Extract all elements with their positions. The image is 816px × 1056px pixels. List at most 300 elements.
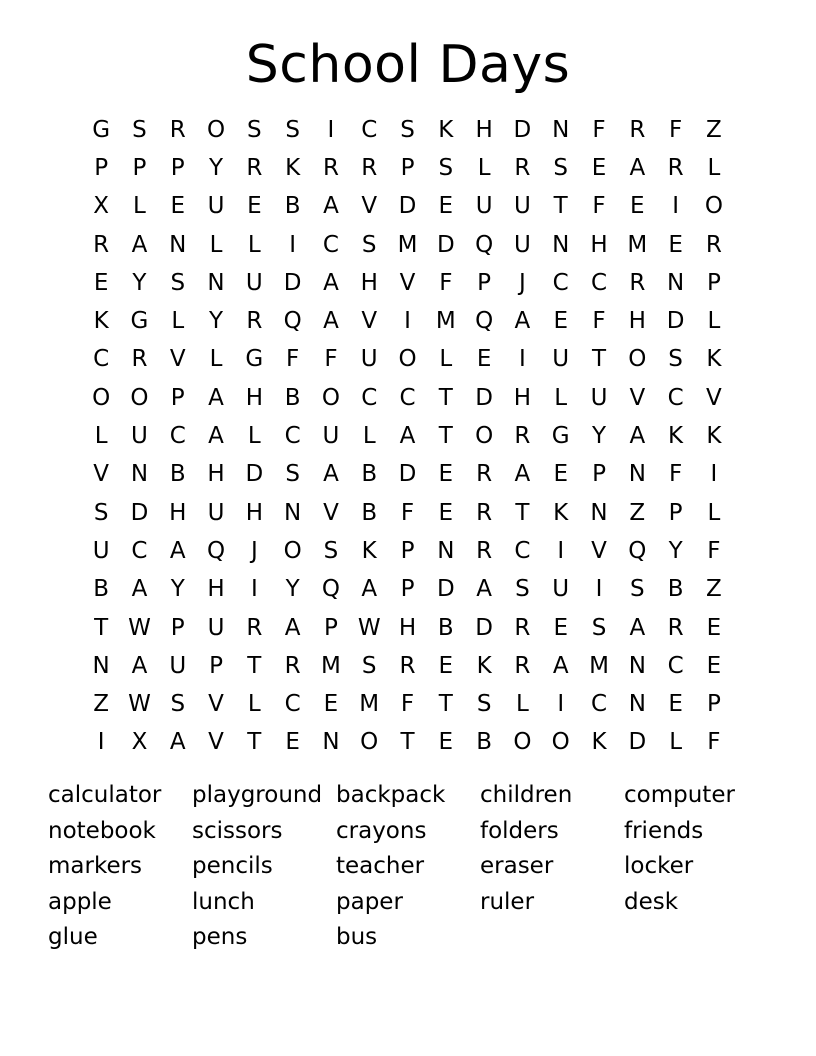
word-list-item: pens xyxy=(192,924,248,950)
grid-cell[interactable]: Q xyxy=(475,231,494,258)
grid-cell[interactable]: M xyxy=(589,652,609,679)
grid-cell[interactable]: O xyxy=(551,729,570,756)
grid-cell[interactable]: S xyxy=(361,231,377,258)
grid-cell[interactable]: E xyxy=(706,652,722,679)
grid-cell[interactable]: K xyxy=(361,537,377,564)
grid-cell[interactable]: U xyxy=(322,423,340,450)
grid-cell[interactable]: V xyxy=(208,691,224,718)
grid-cell[interactable]: U xyxy=(207,614,225,641)
grid-cell[interactable]: C xyxy=(284,423,301,450)
grid-cell[interactable]: C xyxy=(399,384,416,411)
grid-cell[interactable]: V xyxy=(629,384,646,411)
grid-cell[interactable]: T xyxy=(438,423,453,450)
grid-cell[interactable]: O xyxy=(130,384,149,411)
grid-cell[interactable]: R xyxy=(284,652,301,679)
grid-cell[interactable]: E xyxy=(285,729,300,756)
grid-cell[interactable]: R xyxy=(93,231,110,258)
grid-cell[interactable]: C xyxy=(590,691,608,718)
grid-cell[interactable]: I xyxy=(557,691,565,718)
grid-cell[interactable]: U xyxy=(169,652,187,679)
grid-cell[interactable]: S xyxy=(400,116,415,143)
grid-cell[interactable]: L xyxy=(171,308,185,335)
grid-cell[interactable]: N xyxy=(628,652,646,679)
grid-cell[interactable]: A xyxy=(629,423,646,450)
grid-cell[interactable]: A xyxy=(552,652,569,679)
grid-cell[interactable]: R xyxy=(667,154,684,181)
grid-cell[interactable]: N xyxy=(284,499,302,526)
grid-cell[interactable]: F xyxy=(707,729,721,756)
grid-cell[interactable]: M xyxy=(627,231,648,258)
grid-cell[interactable]: R xyxy=(246,308,263,335)
grid-cell[interactable]: O xyxy=(360,729,379,756)
grid-cell[interactable]: T xyxy=(515,499,530,526)
grid-cell[interactable]: T xyxy=(247,652,262,679)
grid-cell[interactable]: B xyxy=(93,576,110,603)
word-list-item: playground xyxy=(192,782,323,808)
grid-cell[interactable]: B xyxy=(437,614,454,641)
grid-cell[interactable]: Q xyxy=(283,308,302,335)
grid-cell[interactable]: K xyxy=(285,154,301,181)
grid-cell[interactable]: C xyxy=(131,537,148,564)
grid-cell[interactable]: H xyxy=(245,499,263,526)
grid-cell[interactable]: T xyxy=(247,729,262,756)
grid-cell[interactable]: D xyxy=(475,614,493,641)
grid-cell[interactable]: F xyxy=(286,346,300,373)
grid-cell[interactable]: O xyxy=(628,346,647,373)
grid-cell[interactable]: T xyxy=(438,691,453,718)
grid-cell[interactable]: C xyxy=(590,269,608,296)
grid-cell[interactable]: P xyxy=(668,499,683,526)
grid-cell[interactable]: O xyxy=(513,729,532,756)
grid-cell[interactable]: L xyxy=(247,691,261,718)
grid-cell[interactable]: N xyxy=(666,269,685,296)
grid-cell[interactable]: I xyxy=(557,537,565,564)
grid-cell[interactable]: S xyxy=(285,461,300,488)
grid-cell[interactable]: X xyxy=(93,193,110,220)
grid-cell[interactable]: L xyxy=(439,346,453,373)
grid-cell[interactable]: R xyxy=(629,116,646,143)
grid-cell[interactable]: F xyxy=(400,499,415,526)
grid-cell[interactable]: S xyxy=(93,499,109,526)
grid-cell[interactable]: I xyxy=(595,576,603,603)
grid-cell[interactable]: A xyxy=(476,576,492,603)
grid-cell[interactable]: Q xyxy=(321,576,340,603)
grid-cell[interactable]: A xyxy=(629,614,646,641)
grid-cell[interactable]: R xyxy=(514,614,531,641)
grid-cell[interactable]: P xyxy=(706,269,721,296)
grid-cell[interactable]: A xyxy=(514,308,531,335)
grid-cell[interactable]: R xyxy=(322,154,339,181)
grid-cell[interactable]: I xyxy=(710,461,718,488)
grid-cell[interactable]: P xyxy=(170,384,185,411)
grid-cell[interactable]: L xyxy=(247,231,261,258)
grid-cell[interactable]: P xyxy=(209,652,223,679)
grid-cell[interactable]: P xyxy=(132,154,147,181)
grid-cell[interactable]: L xyxy=(247,423,261,450)
grid-cell[interactable]: B xyxy=(169,461,186,488)
grid-cell[interactable]: L xyxy=(209,346,223,373)
grid-cell[interactable]: U xyxy=(131,423,148,450)
word-list-item: apple xyxy=(48,888,112,915)
grid-cell[interactable]: Z xyxy=(629,499,646,526)
grid-cell[interactable]: R xyxy=(131,346,148,373)
grid-cell[interactable]: V xyxy=(169,346,186,373)
grid-cell[interactable]: F xyxy=(400,691,415,718)
grid-cell[interactable]: O xyxy=(206,116,226,143)
grid-cell[interactable]: Y xyxy=(132,269,147,296)
grid-cell[interactable]: S xyxy=(285,116,300,143)
grid-cell[interactable]: J xyxy=(250,537,258,564)
grid-cell[interactable]: L xyxy=(707,154,721,181)
word-list-item: backpack xyxy=(336,782,446,808)
grid-cell[interactable]: L xyxy=(707,308,721,335)
grid-cell[interactable]: U xyxy=(513,231,531,258)
grid-cell[interactable]: E xyxy=(591,154,607,181)
grid-cell[interactable]: O xyxy=(475,423,494,450)
grid-cell[interactable]: B xyxy=(476,729,492,756)
grid-cell[interactable]: A xyxy=(629,154,646,181)
grid-cell[interactable]: S xyxy=(668,346,683,373)
grid-cell[interactable]: I xyxy=(672,193,679,220)
grid-cell[interactable]: V xyxy=(361,308,378,335)
grid-cell[interactable]: E xyxy=(247,193,262,220)
grid-cell[interactable]: N xyxy=(552,231,570,258)
grid-cell[interactable]: P xyxy=(477,269,492,296)
grid-cell[interactable]: C xyxy=(361,384,378,411)
grid-cell[interactable]: B xyxy=(667,576,684,603)
grid-cell[interactable]: H xyxy=(207,576,225,603)
grid-cell[interactable]: P xyxy=(323,614,338,641)
grid-cell[interactable]: P xyxy=(400,537,415,564)
grid-cell[interactable]: H xyxy=(398,614,417,641)
grid-cell[interactable]: A xyxy=(131,231,148,258)
grid-cell[interactable]: L xyxy=(477,154,491,181)
grid-cell[interactable]: C xyxy=(667,384,684,411)
grid-cell[interactable]: F xyxy=(592,308,606,335)
grid-cell[interactable]: I xyxy=(289,231,297,258)
grid-cell[interactable]: S xyxy=(553,154,569,181)
word-list-item: crayons xyxy=(336,817,427,844)
grid-cell[interactable]: Y xyxy=(209,308,224,335)
grid-cell[interactable]: Q xyxy=(206,537,226,564)
grid-cell[interactable]: B xyxy=(284,193,301,220)
grid-cell[interactable]: U xyxy=(92,537,110,564)
grid-cell[interactable]: K xyxy=(553,499,569,526)
grid-cell[interactable]: S xyxy=(476,691,492,718)
grid-cell[interactable]: C xyxy=(552,269,569,296)
word-list-item: computer xyxy=(624,782,735,808)
grid-cell[interactable]: A xyxy=(208,423,224,450)
grid-cell[interactable]: S xyxy=(247,116,262,143)
grid-cell[interactable]: V xyxy=(323,499,339,526)
grid-cell[interactable]: U xyxy=(513,193,531,220)
grid-cell[interactable]: P xyxy=(400,576,415,603)
grid-cell[interactable]: U xyxy=(207,193,225,220)
grid-cell[interactable]: R xyxy=(246,614,263,641)
grid-cell[interactable]: Y xyxy=(209,154,224,181)
grid-cell[interactable]: Y xyxy=(668,537,683,564)
grid-cell[interactable]: B xyxy=(361,461,378,488)
grid-cell[interactable]: D xyxy=(283,269,302,296)
grid-cell[interactable]: V xyxy=(706,384,722,411)
grid-cell[interactable]: E xyxy=(438,729,454,756)
grid-cell[interactable]: I xyxy=(97,729,105,756)
grid-cell[interactable]: D xyxy=(245,461,264,488)
grid-cell[interactable]: P xyxy=(592,461,606,488)
grid-cell[interactable]: L xyxy=(209,231,223,258)
grid-cell[interactable]: R xyxy=(514,652,531,679)
grid-cell[interactable]: E xyxy=(630,193,645,220)
grid-cell[interactable]: A xyxy=(208,384,224,411)
grid-cell[interactable]: A xyxy=(514,461,531,488)
grid-cell[interactable]: K xyxy=(706,423,722,450)
grid-cell[interactable]: F xyxy=(668,461,683,488)
grid-cell[interactable]: E xyxy=(706,614,722,641)
grid-cell[interactable]: F xyxy=(668,116,683,143)
grid-cell[interactable]: R xyxy=(399,652,416,679)
grid-cell[interactable]: H xyxy=(360,269,378,296)
grid-cell[interactable]: I xyxy=(327,116,335,143)
grid-cell[interactable]: R xyxy=(476,499,493,526)
grid-cell[interactable]: K xyxy=(476,652,492,679)
grid-cell[interactable]: W xyxy=(128,691,151,718)
grid-cell[interactable]: N xyxy=(322,729,340,756)
grid-cell[interactable]: D xyxy=(475,384,493,411)
grid-cell[interactable]: D xyxy=(628,729,647,756)
grid-cell[interactable]: F xyxy=(324,346,338,373)
grid-cell[interactable]: H xyxy=(513,384,532,411)
grid-cell[interactable]: V xyxy=(399,269,416,296)
grid-cell[interactable]: G xyxy=(92,116,111,143)
grid-cell[interactable]: Z xyxy=(93,691,110,718)
grid-cell[interactable]: F xyxy=(592,116,606,143)
grid-cell[interactable]: P xyxy=(706,691,721,718)
grid-cell[interactable]: L xyxy=(554,384,568,411)
word-list-item: scissors xyxy=(192,817,283,844)
grid-cell[interactable]: E xyxy=(438,193,454,220)
word-list-item: markers xyxy=(48,853,143,879)
grid-cell[interactable]: V xyxy=(361,193,378,220)
grid-cell[interactable]: M xyxy=(321,652,341,679)
grid-cell[interactable]: S xyxy=(361,652,377,679)
grid-cell[interactable]: E xyxy=(438,652,454,679)
grid-cell[interactable]: P xyxy=(170,614,185,641)
grid-cell[interactable]: D xyxy=(130,499,149,526)
grid-cell[interactable]: M xyxy=(435,308,456,335)
grid-cell[interactable]: N xyxy=(590,499,608,526)
grid-cell[interactable]: H xyxy=(245,384,263,411)
grid-cell[interactable]: E xyxy=(476,346,492,373)
grid-cell[interactable]: U xyxy=(475,193,493,220)
grid-cell[interactable]: N xyxy=(130,461,149,488)
grid-cell[interactable]: H xyxy=(207,461,225,488)
grid-cell[interactable]: H xyxy=(475,116,493,143)
grid-cell[interactable]: K xyxy=(93,308,109,335)
grid-cell[interactable]: U xyxy=(360,346,378,373)
grid-cell[interactable]: F xyxy=(707,537,721,564)
word-list-item: bus xyxy=(336,924,378,950)
grid-cell[interactable]: L xyxy=(362,423,376,450)
grid-cell[interactable]: R xyxy=(705,231,722,258)
grid-cell[interactable]: D xyxy=(436,576,455,603)
grid-cell[interactable]: F xyxy=(592,193,606,220)
grid-cell[interactable]: N xyxy=(437,537,455,564)
grid-cell[interactable]: U xyxy=(552,576,570,603)
grid-cell[interactable]: Z xyxy=(706,116,722,143)
grid-cell[interactable]: E xyxy=(668,691,683,718)
grid-cell[interactable]: T xyxy=(400,729,415,756)
grid-cell[interactable]: A xyxy=(284,614,301,641)
grid-cell[interactable]: M xyxy=(397,231,418,258)
grid-cell[interactable]: E xyxy=(553,461,568,488)
grid-cell[interactable]: R xyxy=(169,116,186,143)
grid-cell[interactable]: T xyxy=(591,346,607,373)
grid-cell[interactable]: L xyxy=(516,691,529,718)
grid-cell[interactable]: C xyxy=(322,231,339,258)
grid-cell[interactable]: D xyxy=(398,193,417,220)
grid-cell[interactable]: T xyxy=(438,384,453,411)
grid-cell[interactable]: N xyxy=(628,691,646,718)
grid-cell[interactable]: S xyxy=(515,576,530,603)
grid-cell[interactable]: N xyxy=(552,116,570,143)
grid-cell[interactable]: E xyxy=(438,499,454,526)
grid-cell[interactable]: A xyxy=(131,652,148,679)
grid-cell[interactable]: Q xyxy=(475,308,494,335)
grid-cell[interactable]: L xyxy=(707,499,721,526)
word-list-item: pencils xyxy=(192,853,273,879)
grid-cell[interactable]: R xyxy=(476,537,493,564)
grid-cell[interactable]: E xyxy=(438,461,454,488)
grid-cell[interactable]: X xyxy=(131,729,148,756)
grid-cell[interactable]: N xyxy=(169,231,187,258)
grid-cell[interactable]: N xyxy=(207,269,225,296)
grid-cell[interactable]: C xyxy=(284,691,301,718)
grid-cell[interactable]: I xyxy=(250,576,258,603)
grid-cell[interactable]: A xyxy=(323,308,339,335)
grid-cell[interactable]: E xyxy=(553,614,568,641)
grid-cell[interactable]: W xyxy=(128,614,151,641)
grid-cell[interactable]: Y xyxy=(170,576,185,603)
grid-cell[interactable]: B xyxy=(284,384,301,411)
grid-cell[interactable]: G xyxy=(130,308,149,335)
grid-cell[interactable]: W xyxy=(357,614,381,641)
grid-cell[interactable]: T xyxy=(553,193,568,220)
grid-cell[interactable]: O xyxy=(398,346,417,373)
grid-cell[interactable]: S xyxy=(591,614,607,641)
grid-cell[interactable]: K xyxy=(668,423,684,450)
grid-cell[interactable]: R xyxy=(667,614,684,641)
grid-cell[interactable]: G xyxy=(551,423,570,450)
grid-cell[interactable]: R xyxy=(361,154,378,181)
grid-cell[interactable]: L xyxy=(94,423,108,450)
grid-cell[interactable]: E xyxy=(668,231,683,258)
grid-cell[interactable]: K xyxy=(706,346,722,373)
grid-cell[interactable]: U xyxy=(207,499,225,526)
grid-cell[interactable]: D xyxy=(436,231,455,258)
grid-cell[interactable]: R xyxy=(514,154,531,181)
grid-cell[interactable]: P xyxy=(170,154,185,181)
grid-cell[interactable]: U xyxy=(552,346,570,373)
grid-cell[interactable]: O xyxy=(283,537,302,564)
grid-cell[interactable]: R xyxy=(246,154,263,181)
grid-cell[interactable]: I xyxy=(519,346,526,373)
grid-cell[interactable]: B xyxy=(361,499,378,526)
grid-cell[interactable]: L xyxy=(133,193,146,220)
grid-cell[interactable]: S xyxy=(323,537,339,564)
grid-cell[interactable]: S xyxy=(170,691,186,718)
grid-cell[interactable]: P xyxy=(94,154,109,181)
grid-cell[interactable]: E xyxy=(93,269,109,296)
grid-cell[interactable]: K xyxy=(591,729,607,756)
grid-cell[interactable]: N xyxy=(628,461,646,488)
grid-cell[interactable]: R xyxy=(629,269,646,296)
grid-cell[interactable]: O xyxy=(704,193,723,220)
grid-cell[interactable]: N xyxy=(92,652,110,679)
grid-cell[interactable]: A xyxy=(169,729,186,756)
grid-cell[interactable]: H xyxy=(169,499,187,526)
grid-cell[interactable]: D xyxy=(666,308,685,335)
grid-cell[interactable]: C xyxy=(514,537,531,564)
grid-cell[interactable]: A xyxy=(323,193,339,220)
grid-cell[interactable]: E xyxy=(553,308,568,335)
grid-cell[interactable]: H xyxy=(590,231,608,258)
grid-cell[interactable]: A xyxy=(169,537,186,564)
grid-cell[interactable]: C xyxy=(169,423,186,450)
grid-cell[interactable]: V xyxy=(93,461,110,488)
grid-cell[interactable]: O xyxy=(92,384,111,411)
grid-cell[interactable]: O xyxy=(321,384,340,411)
grid-cell[interactable]: U xyxy=(590,384,608,411)
grid-cell[interactable]: S xyxy=(438,154,454,181)
grid-cell[interactable]: T xyxy=(94,614,109,641)
grid-cell[interactable]: S xyxy=(170,269,186,296)
grid-cell[interactable]: A xyxy=(323,269,339,296)
grid-cell[interactable]: J xyxy=(519,269,526,296)
grid-cell[interactable]: Z xyxy=(706,576,722,603)
grid-cell[interactable]: C xyxy=(361,116,378,143)
grid-cell[interactable]: E xyxy=(170,193,186,220)
grid-cell[interactable]: D xyxy=(513,116,532,143)
grid-cell[interactable]: U xyxy=(245,269,263,296)
grid-cell[interactable]: A xyxy=(361,576,378,603)
grid-cell[interactable]: Y xyxy=(591,423,607,450)
grid-cell[interactable]: C xyxy=(93,346,110,373)
grid-cell[interactable]: V xyxy=(208,729,224,756)
grid-cell[interactable]: I xyxy=(404,308,411,335)
grid-cell[interactable]: A xyxy=(323,461,339,488)
grid-cell[interactable]: R xyxy=(514,423,531,450)
grid-cell[interactable]: S xyxy=(132,116,147,143)
grid-cell[interactable]: D xyxy=(398,461,417,488)
grid-cell[interactable]: V xyxy=(591,537,607,564)
grid-cell[interactable]: H xyxy=(628,308,646,335)
grid-cell[interactable]: R xyxy=(476,461,493,488)
grid-cell[interactable]: F xyxy=(439,269,453,296)
grid-cell[interactable]: C xyxy=(667,652,684,679)
grid-cell[interactable]: A xyxy=(399,423,416,450)
grid-cell[interactable]: K xyxy=(438,116,454,143)
grid-cell[interactable]: G xyxy=(245,346,264,373)
grid-cell[interactable]: M xyxy=(359,691,380,718)
grid-cell[interactable]: P xyxy=(400,154,415,181)
grid-cell[interactable]: A xyxy=(131,576,148,603)
grid-cell[interactable]: S xyxy=(630,576,645,603)
grid-cell[interactable]: E xyxy=(323,691,339,718)
grid-cell[interactable]: Q xyxy=(628,537,647,564)
word-list-item: children xyxy=(480,782,573,808)
grid-cell[interactable]: Y xyxy=(285,576,300,603)
grid-cell[interactable]: L xyxy=(669,729,683,756)
